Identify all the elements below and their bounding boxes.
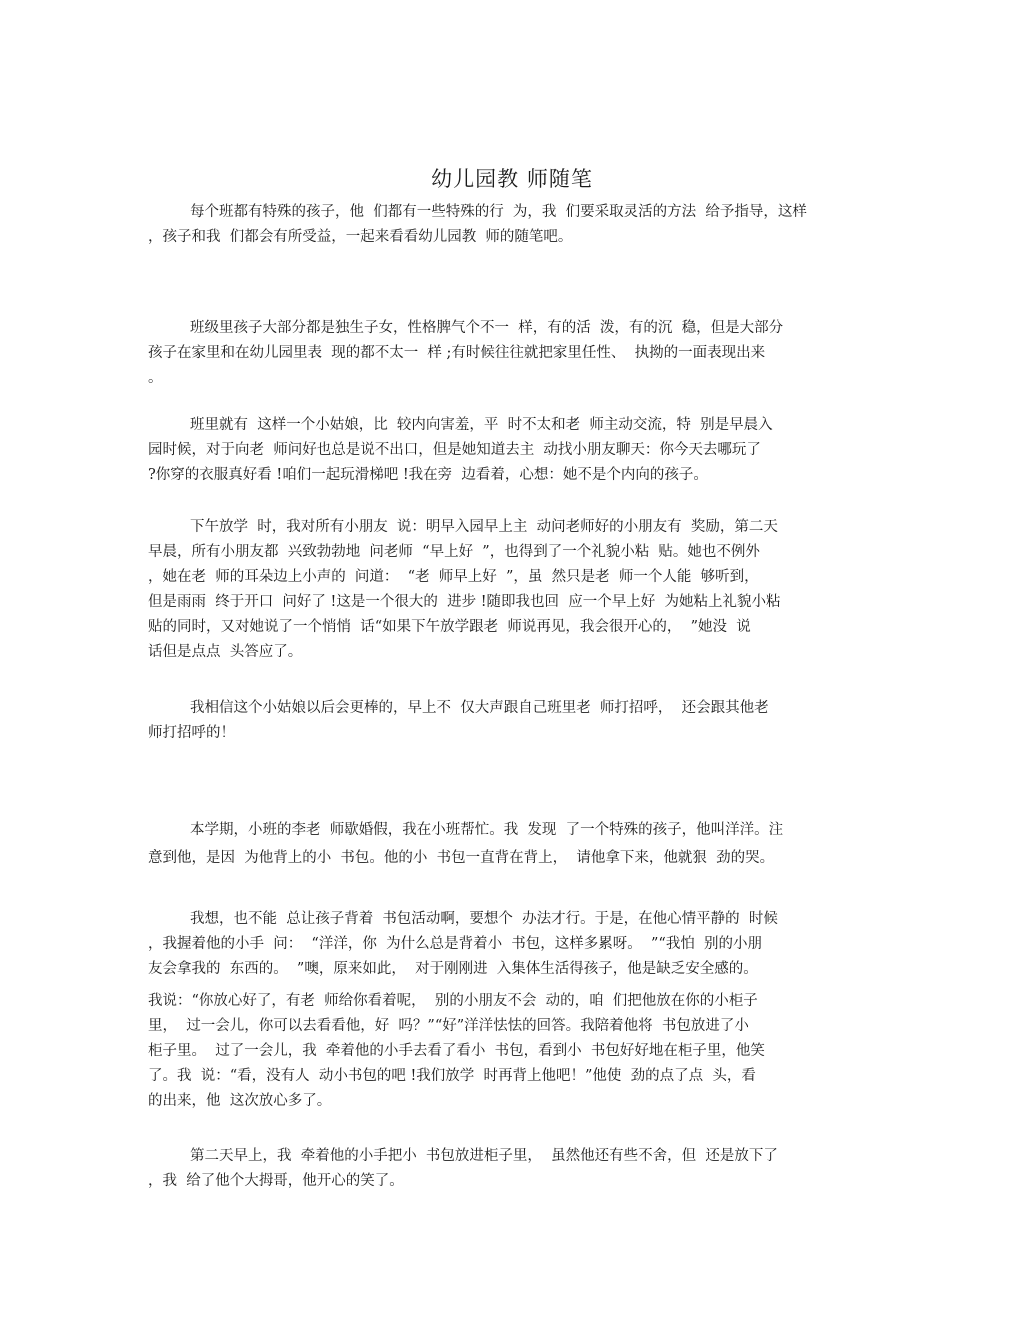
- paragraph-believe: [148, 696, 888, 746]
- paragraph-intro: [148, 200, 888, 250]
- paragraph-yangyang: [148, 816, 888, 872]
- paragraph-i-said: [148, 989, 888, 1114]
- paragraph-line: 了。我 说：“看，没有人 动小书包的吧 !我们放学 时再背上他吧！”他使 劲的点了点 头，看: [148, 1068, 756, 1084]
- paragraph-good-morning: [148, 515, 888, 665]
- paragraph-line: 本学期，小班的李老 师歇婚假，我在小班帮忙。我 发现 了一个特殊的孩子，他叫洋洋。注: [190, 822, 784, 838]
- paragraph-line: 贴的同时，又对她说了一个悄悄 话“如果下午放学跟老 师说再见，我会很开心的， ”她没 说: [148, 619, 751, 635]
- paragraph-line: 我想，也不能 总让孩子背着 书包活动啊，要想个 办法才行。于是，在他心情平静的 时候: [190, 911, 778, 927]
- paragraph-line: 早晨，所有小朋友都 兴致勃勃地 问老师 “早上好 ”，也得到了一个礼貌小粘 贴。她也不例外: [148, 544, 760, 560]
- paragraph-line: 话但是点点 头答应了。: [148, 644, 303, 660]
- paragraph-line: 下午放学 时，我对所有小朋友 说：明早入园早上主 动问老师好的小朋友有 奖励，第二天: [190, 519, 778, 535]
- paragraph-line: 第二天早上，我 牵着他的小手把小 书包放进柜子里， 虽然他还有些不舍，但 还是放下了: [190, 1148, 778, 1164]
- paragraph-line: 每个班都有特殊的孩子，他 们都有一些特殊的行 为，我 们要采取灵活的方法 给予指导，这样: [190, 204, 807, 220]
- paragraph-line: 师打招呼的！: [148, 725, 235, 741]
- paragraph-line: 班级里孩子大部分都是独生子女，性格脾气个不一 样，有的活 泼，有的沉 稳，但是大部分: [190, 320, 784, 336]
- paragraph-line: 里， 过一会儿，你可以去看看他，好 吗？”“好”洋洋怯怯的回答。我陪着他将 书包放进了小: [148, 1018, 749, 1034]
- paragraph-line: 班里就有 这样一个小姑娘，比 较内向害羞，平 时不太和老 师主动交流，特 别是早晨入: [190, 417, 773, 433]
- paragraph-shy-girl: [148, 413, 888, 488]
- paragraph-line: ，我握着他的小手 问： “洋洋，你 为什么总是背着小 书包，这样多累呀。 ”“我怕 别的小朋: [148, 936, 763, 952]
- paragraph-line: 我相信这个小姑娘以后会更棒的，早上不 仅大声跟自己班里老 师打招呼， 还会跟其他老: [190, 700, 769, 716]
- paragraph-line: ?你穿的衣服真好看 !咱们一起玩滑梯吧 !我在旁 边看着，心想：她不是个内向的孩子。: [148, 467, 708, 483]
- paragraph-line: 园时候，对于向老 师问好也总是说不出口，但是她知道去主 动找小朋友聊天：你今天去哪玩了: [148, 442, 761, 458]
- page-title: 幼儿园教 师随笔: [431, 167, 593, 191]
- paragraph-next-day: [148, 1144, 888, 1194]
- paragraph-line: ，她在老 师的耳朵边上小声的 问道： “老 师早上好 ”，虽 然只是老 师一个人能 够听到，: [148, 569, 759, 585]
- paragraph-i-think: [148, 907, 888, 982]
- paragraph-line: 。: [148, 370, 163, 386]
- paragraph-line: 友会拿我的 东西的。 ”噢，原来如此， 对于刚刚进 入集体生活得孩子，他是缺乏安全感的。: [148, 961, 758, 977]
- paragraph-line: 意到他，是因 为他背上的小 书包。他的小 书包一直背在背上， 请他拿下来，他就狠 劲的哭。: [148, 850, 775, 866]
- paragraph-class-children: [148, 316, 888, 391]
- paragraph-line: 我说：“你放心好了，有老 师给你看着呢， 别的小朋友不会 动的，咱 们把他放在你的小柜子: [148, 993, 758, 1009]
- paragraph-line: ，我 给了他个大拇哥，他开心的笑了。: [148, 1173, 404, 1189]
- paragraph-line: 柜子里。 过了一会儿，我 牵着他的小手去看了看小 书包，看到小 书包好好地在柜子里，他笑: [148, 1043, 765, 1059]
- paragraph-line: 孩子在家里和在幼儿园里表 现的都不太一 样 ;有时候往往就把家里任性、 执拗的一面表现出来: [148, 345, 766, 361]
- paragraph-line: 但是雨雨 终于开口 问好了 !这是一个很大的 进步 !随即我也回 应一个早上好 为她粘上礼貌小粘: [148, 594, 781, 610]
- paragraph-line: 的出来，他 这次放心多了。: [148, 1093, 332, 1109]
- paragraph-line: ，孩子和我 们都会有所受益，一起来看看幼儿园教 师的随笔吧。: [148, 229, 573, 245]
